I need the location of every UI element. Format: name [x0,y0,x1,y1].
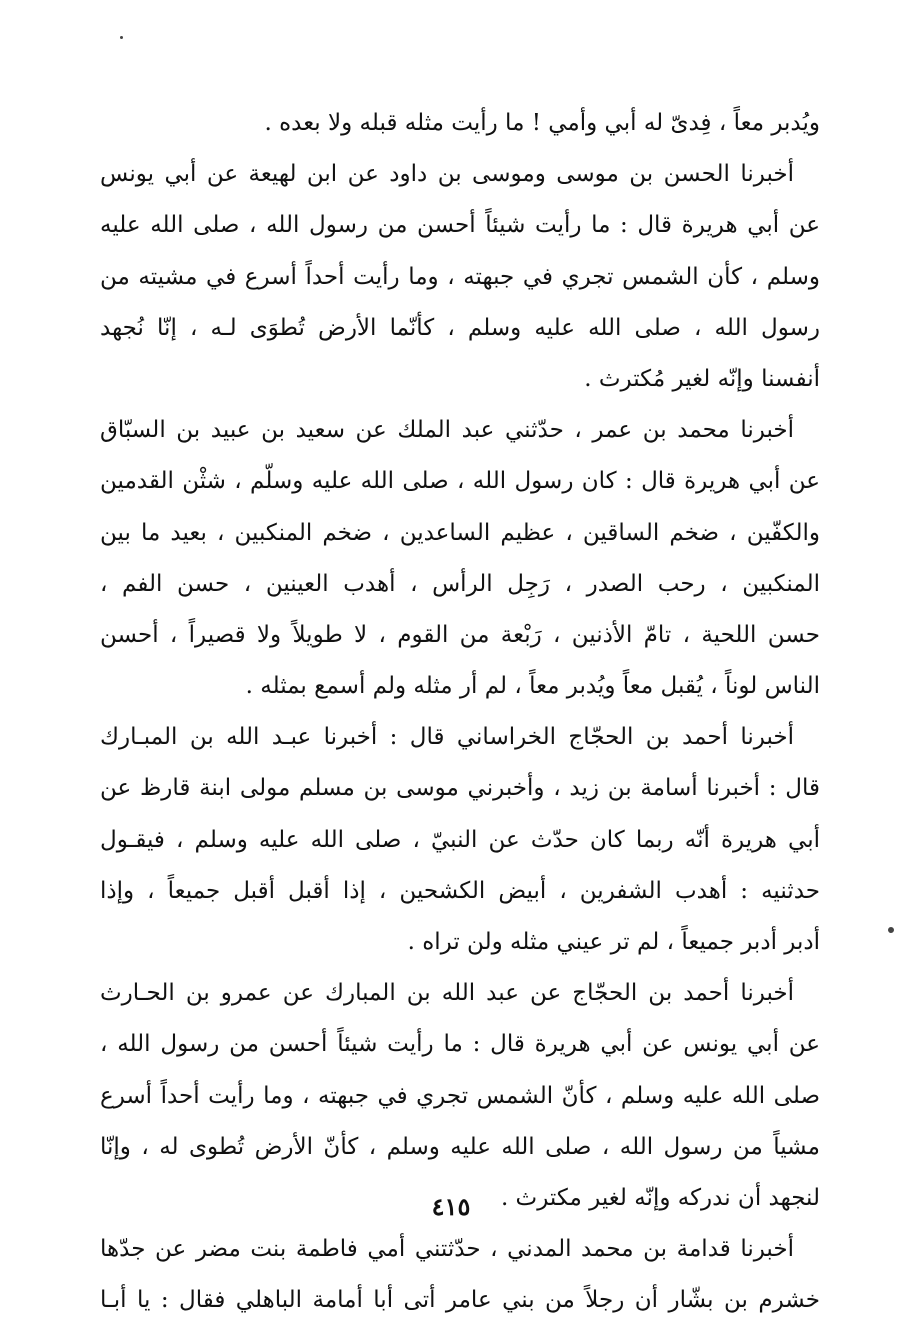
text-line: حدثنيه : أهدب الشفرين ، أبيض الكشحين ، إذا أقبل أقبل جميعاً ، وإذا [100,877,820,904]
text-line: مشياً من رسول الله ، صلى الله عليه وسلم ، كأنّ الأرض تُطوى له ، وإنّا [100,1133,820,1160]
ink-speck [888,927,894,933]
text-line: رسول الله ، صلى الله عليه وسلم ، كأنّما الأرض تُطوَى لـه ، إنّا نُجهد [100,314,820,341]
text-line: عن أبي هريرة قال : ما رأيت شيئاً أحسن من رسول الله ، صلى الله عليه [100,212,820,239]
text-line: وسلم ، كأن الشمس تجري في جبهته ، وما رأيت أحداً أسرع في مشيته من [100,263,820,290]
ink-speck [120,36,123,39]
text-line: خشرم بن بشّار أن رجلاً من بني عامر أتى أبا أمامة الباهلي فقال : يا أبـا [100,1287,820,1314]
page-number: ٤١٥ [431,1192,471,1221]
text-line: والكفّين ، ضخم الساقين ، عظيم الساعدين ، ضخم المنكبين ، بعيد ما بين [100,519,820,546]
text-line: صلى الله عليه وسلم ، كأنّ الشمس تجري في جبهته ، وما رأيت أحداً أسرع [100,1082,820,1109]
text-line: الناس لوناً ، يُقبل معاً ويُدبر معاً ، لم أر مثله ولم أسمع بمثله . [245,673,820,700]
text-line: المنكبين ، رحب الصدر ، رَجِل الرأس ، أهدب العينين ، حسن الفم ، [100,570,820,597]
text-line: ويُدبر معاً ، فِدىّ له أبي وأمي ! ما رأيت مثله قبله ولا بعده . [264,110,820,136]
text-line: أخبرنا قدامة بن محمد المدني ، حدّثتني أمي فاطمة بنت مضر عن جدّها [100,1236,794,1263]
text-line: أخبرنا محمد بن عمر ، حدّثني عبد الملك عن سعيد بن عبيد بن السبّاق [100,417,794,444]
text-line: لنجهد أن ندركه وإنّه لغير مكترث . [500,1184,820,1211]
text-line: أخبرنا أحمد بن الحجّاج عن عبد الله بن المبارك عن عمرو بن الحـارث [100,980,794,1007]
text-line: أبي هريرة أنّه ربما كان حدّث عن النبيّ ، صلى الله عليه وسلم ، فيقـول [100,826,820,853]
text-line: عن أبي يونس عن أبي هريرة قال : ما رأيت شيئاً أحسن من رسول الله ، [100,1031,820,1058]
text-line: حسن اللحية ، تامّ الأذنين ، رَبْعة من القوم ، لا طويلاً ولا قصيراً ، أحسن [100,621,820,648]
text-line: أدبر أدبر جميعاً ، لم تر عيني مثله ولن تراه . [407,929,820,955]
text-line: عن أبي هريرة قال : كان رسول الله ، صلى الله عليه وسلّم ، شثْن القدمين [100,468,820,495]
text-line: أخبرنا أحمد بن الحجّاج الخراساني قال : أخبرنا عبـد الله بن المبـارك [100,724,794,751]
text-line: أنفسنا وإنّه لغير مُكترث . [584,365,820,392]
text-line: قال : أخبرنا أسامة بن زيد ، وأخبرني موسى بن مسلم مولى ابنة قارظ عن [100,775,820,802]
text-line: أخبرنا الحسن بن موسى وموسى بن داود عن ابن لهيعة عن أبي يونس [100,161,794,188]
body-text [100,98,820,1327]
